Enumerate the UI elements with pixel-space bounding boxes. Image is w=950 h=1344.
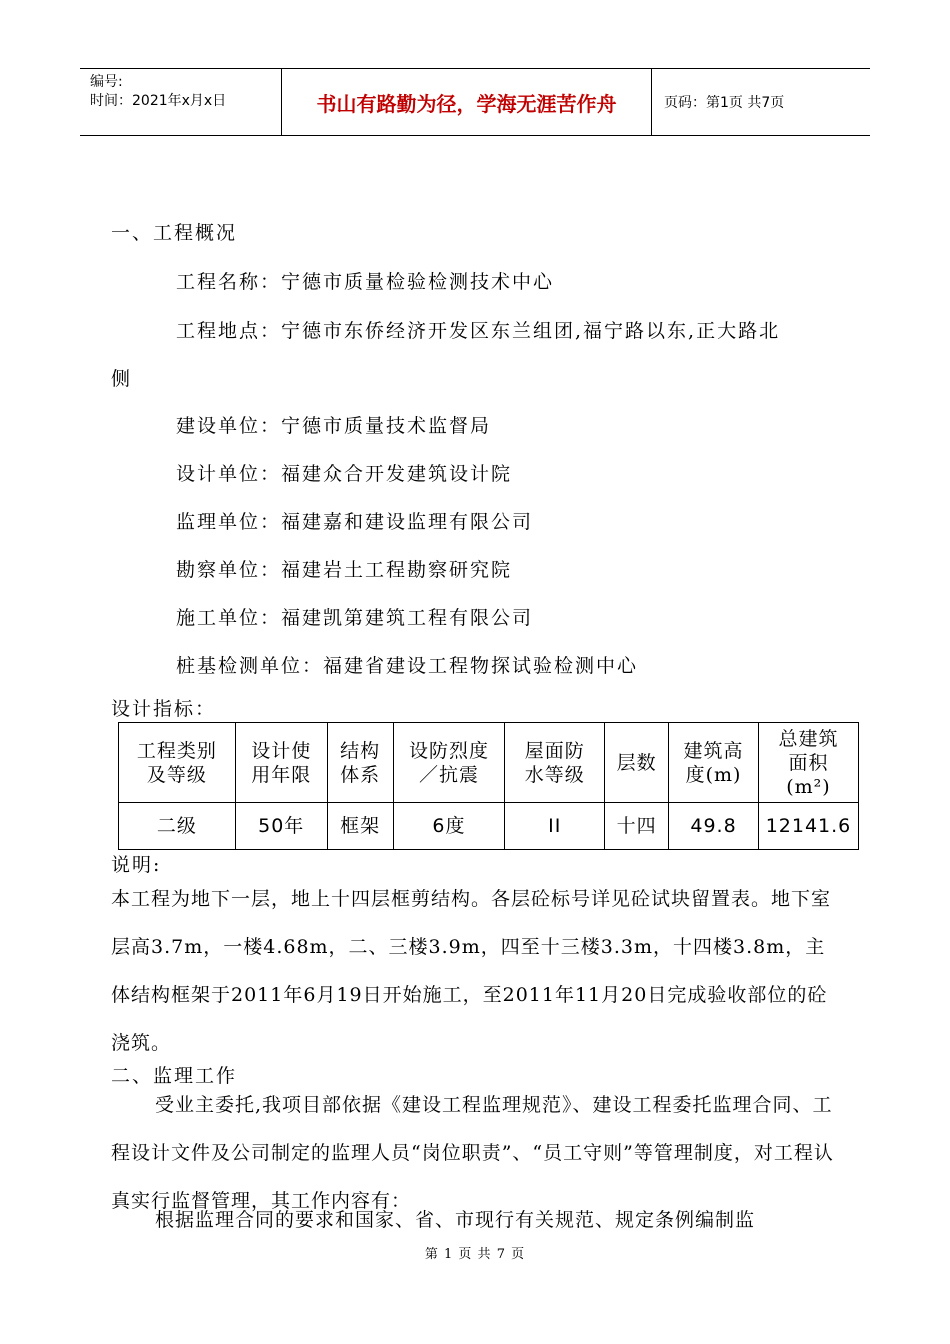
- header-cell-roof-waterproof: 屋面防 水等级: [505, 723, 605, 803]
- supervision-unit: 监理单位：福建嘉和建设监理有限公司: [176, 511, 534, 533]
- design-indicators-label: 设计指标：: [111, 698, 217, 720]
- header-cell-floors: 层数: [605, 723, 669, 803]
- notes-paragraph: 本工程为地下一层，地上十四层框剪结构。各层砼标号详见砼试块留置表。地下室层高3.7m，一楼4.68m，二、三楼3.9m，四至十三楼3.3m，十四楼3.8m，主体结构框架于2011年6月19日开始施工，至2011年11月20日完成验收部位的砼浇筑。: [111, 888, 832, 1054]
- project-location-cont: 侧: [111, 368, 133, 390]
- notes-label: 说明:: [111, 854, 162, 876]
- pile-testing-unit: 桩基检测单位：福建省建设工程物探试验检测中心: [176, 655, 639, 677]
- design-unit: 设计单位：福建众合开发建筑设计院: [176, 463, 513, 485]
- header-page-label: 页码：第1页 共7页: [664, 95, 785, 111]
- document-number-label: 编号:: [90, 74, 123, 90]
- header-cell-area: 总建筑 面积 (m²): [758, 723, 858, 803]
- value-cell-structure: 框架: [327, 803, 393, 850]
- header-cell-height: 建筑高 度(m): [669, 723, 759, 803]
- project-name: 工程名称：宁德市质量检验检测技术中心: [176, 271, 555, 293]
- value-cell-roof-waterproof: II: [505, 803, 605, 850]
- table-row: [119, 803, 859, 850]
- value-cell-height: 49.8: [669, 803, 759, 850]
- value-cell-area: 12141.6: [758, 803, 858, 850]
- page-header: [80, 68, 870, 136]
- document-time-label: 时间：2021年x月x日: [90, 93, 227, 109]
- section-2-title: 二、监理工作: [111, 1065, 238, 1087]
- construction-unit: 建设单位：宁德市质量技术监督局: [176, 415, 492, 437]
- header-cell-category: 工程类别 及等级: [119, 723, 236, 803]
- header-motto: 书山有路勤为径，学海无涯苦作舟: [282, 69, 652, 135]
- page-footer: 第 1 页 共 7 页: [424, 1247, 526, 1262]
- value-cell-service-life: 50年: [235, 803, 327, 850]
- value-cell-floors: 十四: [605, 803, 669, 850]
- supervision-paragraph-1: 受业主委托,我项目部依据《建设工程监理规范》、建设工程委托监理合同、工程设计文件及公司制定的监理人员“岗位职责”、“员工守则”等管理制度，对工程认真实行监督管理，其工作内容有：: [111, 1094, 834, 1212]
- value-cell-seismic: 6度: [393, 803, 505, 850]
- header-meta: [80, 69, 282, 135]
- header-cell-seismic: 设防烈度 ／抗震: [393, 723, 505, 803]
- survey-unit: 勘察单位：福建岩土工程勘察研究院: [176, 559, 513, 581]
- section-1-title: 一、工程概况: [111, 222, 238, 244]
- project-location: 工程地点：宁德市东侨经济开发区东兰组团,福宁路以东,正大路北: [176, 320, 781, 342]
- supervision-paragraph-2: 根据监理合同的要求和国家、省、市现行有关规范、规定条例编制监: [155, 1209, 756, 1231]
- header-cell-service-life: 设计使 用年限: [235, 723, 327, 803]
- table-header-row: [119, 723, 859, 803]
- contractor-unit: 施工单位：福建凯第建筑工程有限公司: [176, 607, 534, 629]
- design-indicator-table: [118, 722, 859, 850]
- header-cell-structure: 结构 体系: [327, 723, 393, 803]
- value-cell-category: 二级: [119, 803, 236, 850]
